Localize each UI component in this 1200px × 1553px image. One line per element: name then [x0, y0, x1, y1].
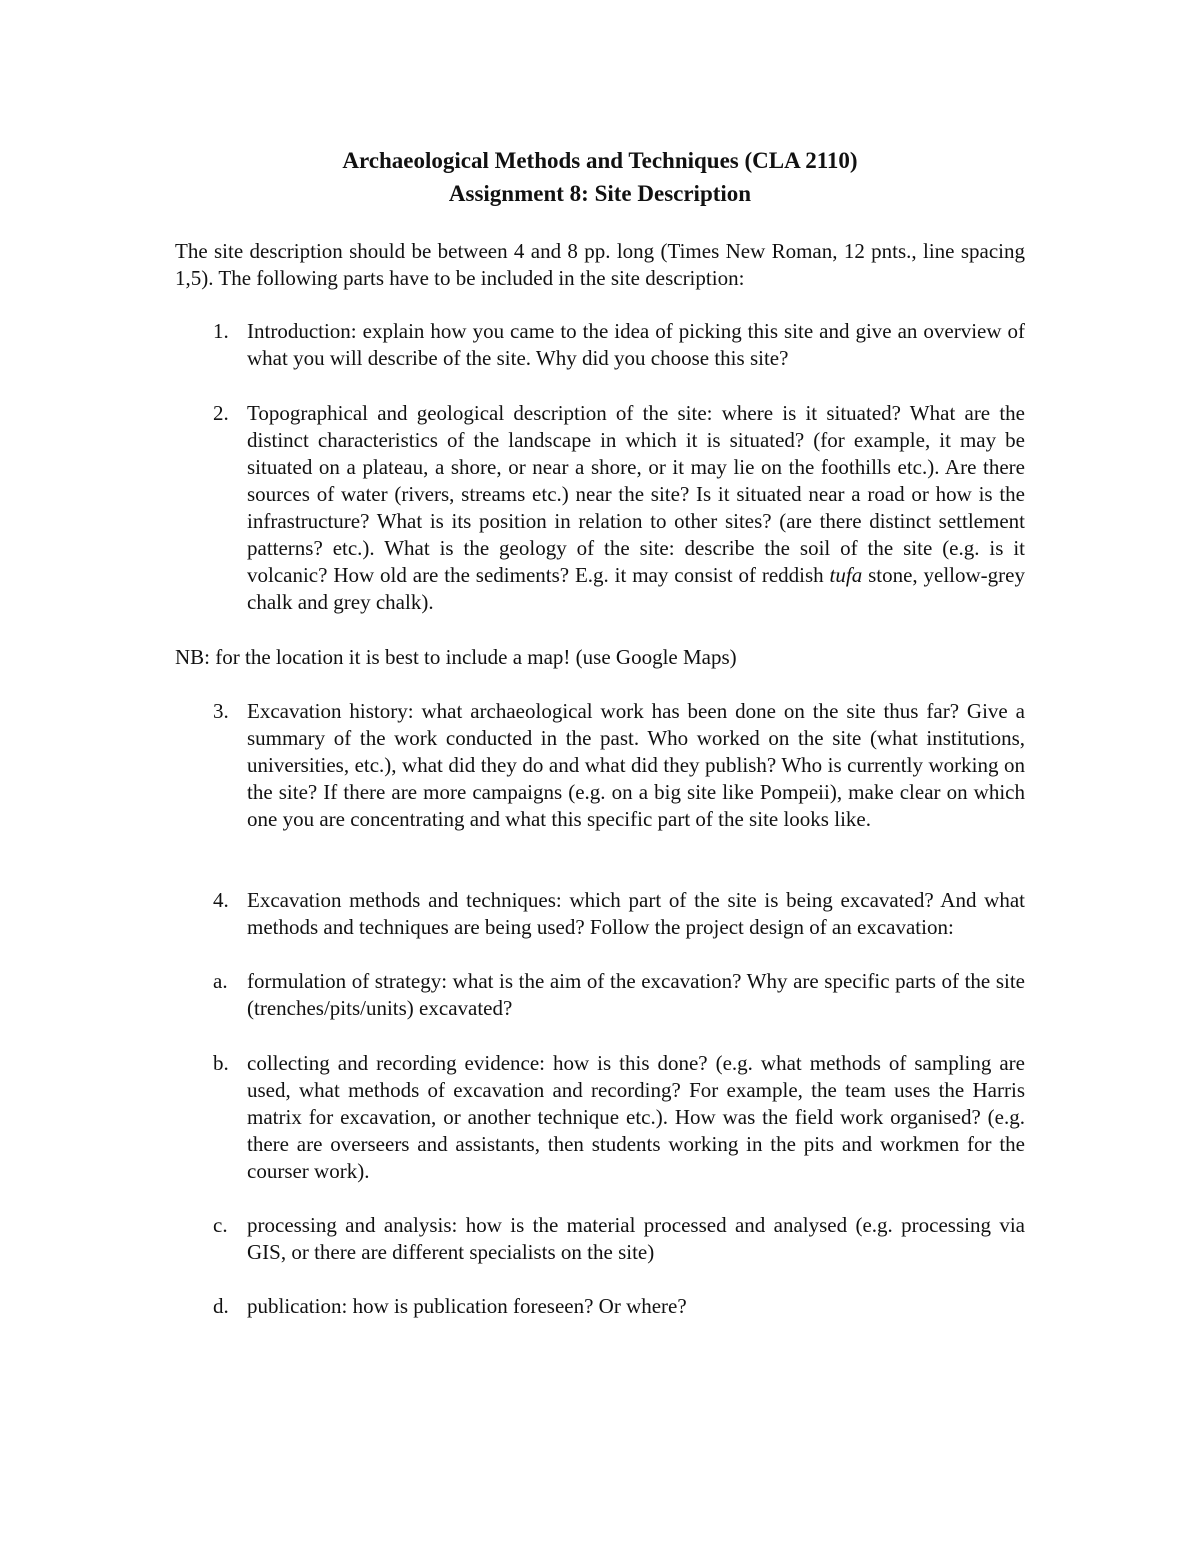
- sub-item-b: [175, 1050, 1025, 1185]
- sub-item-text: processing and analysis: how is the material processed and analysed (e.g. processing via GIS, or there are different specialists on the site): [247, 1213, 1025, 1264]
- title-block: [0, 144, 1200, 210]
- list-item-text-part: stone, yellow-grey chalk and grey chalk).: [247, 563, 1025, 614]
- list-item-marker: 3.: [213, 699, 229, 723]
- list-item-2: [175, 400, 1025, 616]
- sub-item-c: [175, 1212, 1025, 1266]
- document-title: Archaeological Methods and Techniques (CLA 2110): [342, 148, 858, 173]
- list-item-text: Introduction: explain how you came to the idea of picking this site and give an overview of what you will describe of the site. Why did you choose this site?: [247, 319, 1025, 370]
- list-item-marker: 1.: [213, 319, 229, 343]
- list-item-text: [247, 400, 1025, 616]
- intro-paragraph: The site description should be between 4 and 8 pp. long (Times New Roman, 12 pnts., line spacing 1,5). The following parts have to be included in the site description:: [175, 239, 1025, 290]
- italic-term: tufa: [829, 563, 863, 587]
- list-item-text-part: Topographical and geological description of the site: where is it situated? What are the distinct characteristics of the landscape in which it is situated? (for example, it may be situated on a plateau, a shore, or near a shore, or it may lie on the foothills etc.). Are there sources of water (rivers, streams etc.) near the site? Is it situated near a road or how is the infrastructure? What is its position in relation to other sites? (are there distinct settlement patterns? etc.). What is the geology of the site: describe the soil of the site (e.g. is it volcanic? How old are the sediments? E.g. it may consist of reddish: [247, 401, 1025, 587]
- list-item-4: [175, 887, 1025, 941]
- list-item-text: Excavation methods and techniques: which part of the site is being excavated? And what methods and techniques are being used? Follow the project design of an excavation:: [247, 888, 1025, 939]
- sub-item-text: publication: how is publication foreseen? Or where?: [247, 1294, 687, 1318]
- list-item-text: Excavation history: what archaeological work has been done on the site thus far? Give a summary of the work conducted in the past. Who worked on the site (what institutions, universities, etc.), what did they do and what did they publish? Who is currently working on the site? If there are more campaigns (e.g. on a big site like Pompeii), make clear on which one you are concentrating and what this specific part of the site looks like.: [247, 699, 1025, 831]
- list-item-marker: 2.: [213, 401, 229, 425]
- list-item-3: [175, 698, 1025, 833]
- nb-note: NB: for the location it is best to include a map! (use Google Maps): [175, 645, 737, 669]
- list-item-marker: 4.: [213, 888, 229, 912]
- sub-item-text: collecting and recording evidence: how is this done? (e.g. what methods of sampling are used, what methods of excavation and recording? For example, the team uses the Harris matrix for excavation, or another technique etc.). How was the field work organised? (e.g. there are overseers and assistants, then students working in the pits and workmen for the courser work).: [247, 1051, 1025, 1183]
- list-item-1: [175, 318, 1025, 372]
- sub-item-text: formulation of strategy: what is the aim of the excavation? Why are specific parts of the site (trenches/pits/units) excavated?: [247, 969, 1025, 1020]
- sub-item-marker: c.: [213, 1213, 228, 1237]
- sub-item-d: [175, 1293, 1025, 1320]
- sub-item-marker: a.: [213, 969, 228, 993]
- sub-item-marker: b.: [213, 1051, 229, 1075]
- sub-item-a: [175, 968, 1025, 1022]
- sub-item-marker: d.: [213, 1294, 229, 1318]
- document-subtitle: Assignment 8: Site Description: [448, 181, 752, 206]
